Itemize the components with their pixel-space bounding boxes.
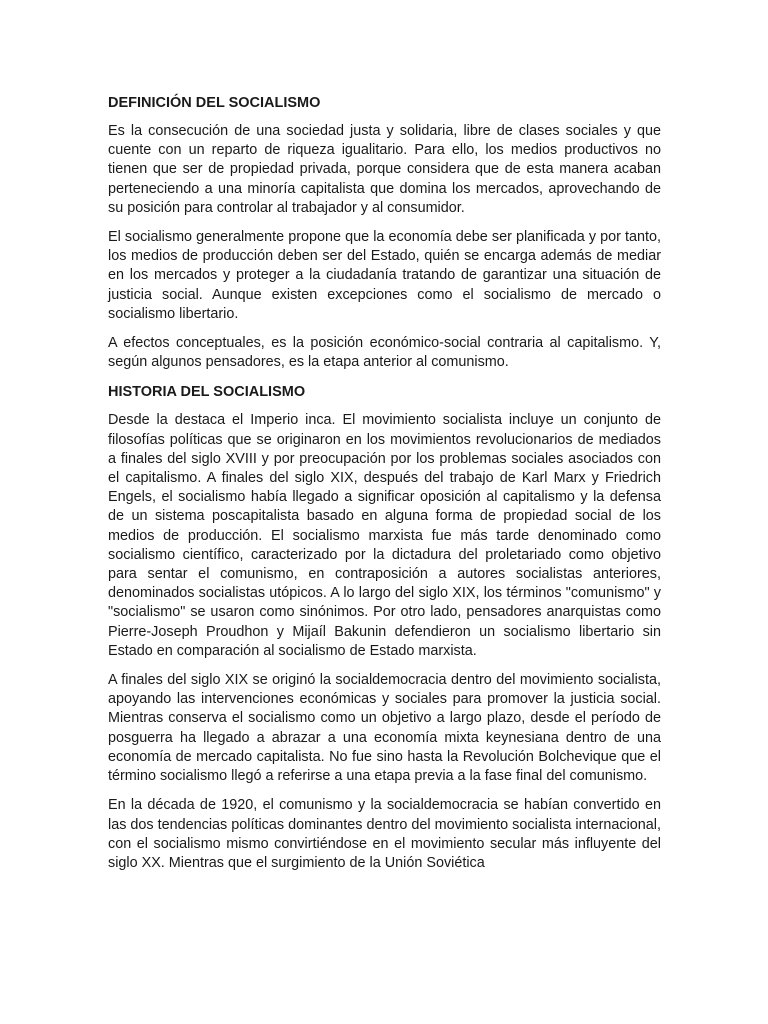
paragraph: El socialismo generalmente propone que la economía debe ser planificada y por tanto, los medios de producción deben ser del Estado, quién se encarga además de mediar en los mercados y proteger a la ciudadanía tratando de garantizar una situación de justicia social. Aunque existen excepciones como el socialismo de mercado o socialismo libertario.	[108, 229, 661, 322]
paragraph: A efectos conceptuales, es la posición económico-social contraria al capitalismo. Y, según algunos pensadores, es la etapa anterior al comunismo.	[108, 335, 661, 371]
section-heading-definicion: DEFINICIÓN DEL SOCIALISMO	[108, 95, 321, 111]
paragraph: Es la consecución de una sociedad justa y solidaria, libre de clases sociales y que cuente con un reparto de riqueza igualitario. Para ello, los medios productivos no tienen que ser de propiedad privada, porque considera que de esta manera acaban perteneciendo a una minoría capitalista que domina los mercados, aprovechando de su posición para controlar al trabajador y al consumidor.	[108, 123, 661, 216]
paragraph: Desde la destaca el Imperio inca. El movimiento socialista incluye un conjunto de filosofías políticas que se originaron en los movimientos revolucionarios de mediados a finales del siglo XVIII y por preocupación por los problemas sociales asociados con el capitalismo. A finales del siglo XIX, después del trabajo de Karl Marx y Friedrich Engels, el socialismo había llegado a significar oposición al capitalismo y la defensa de un sistema poscapitalista basado en alguna forma de propiedad social de los medios de producción. El socialismo marxista fue más tarde denominado como socialismo científico, caracterizado por la dictadura del proletariado como objetivo para sentar el comunismo, en contraposición a autores socialistas anteriores, denominados socialistas utópicos. A lo largo del siglo XIX, los términos "comunismo" y "socialismo" se usaron como sinónimos. Por otro lado, pensadores anarquistas como Pierre-Joseph Proudhon y Mijaíl Bakunin defendieron un socialismo libertario sin Estado en comparación al socialismo de Estado marxista.	[108, 412, 661, 659]
document-body	[108, 93, 661, 883]
paragraph: A finales del siglo XIX se originó la socialdemocracia dentro del movimiento socialista, apoyando las intervenciones económicas y sociales para promover la justicia social. Mientras conserva el socialismo como un objetivo a largo plazo, desde el período de posguerra ha llegado a abrazar a una economía mixta keynesiana dentro de una economía de mercado capitalista. No fue sino hasta la Revolución Bolchevique que el término socialismo llegó a referirse a una etapa previa a la fase final del comunismo.	[108, 672, 661, 785]
section-heading-historia: HISTORIA DEL SOCIALISMO	[108, 384, 306, 401]
paragraph: En la década de 1920, el comunismo y la socialdemocracia se habían convertido en las dos tendencias políticas dominantes dentro del movimiento socialista internacional, con el socialismo mismo convirtiéndose en el movimiento secular más influyente del siglo XX. Mientras que el surgimiento de la Unión Soviética	[108, 797, 661, 871]
